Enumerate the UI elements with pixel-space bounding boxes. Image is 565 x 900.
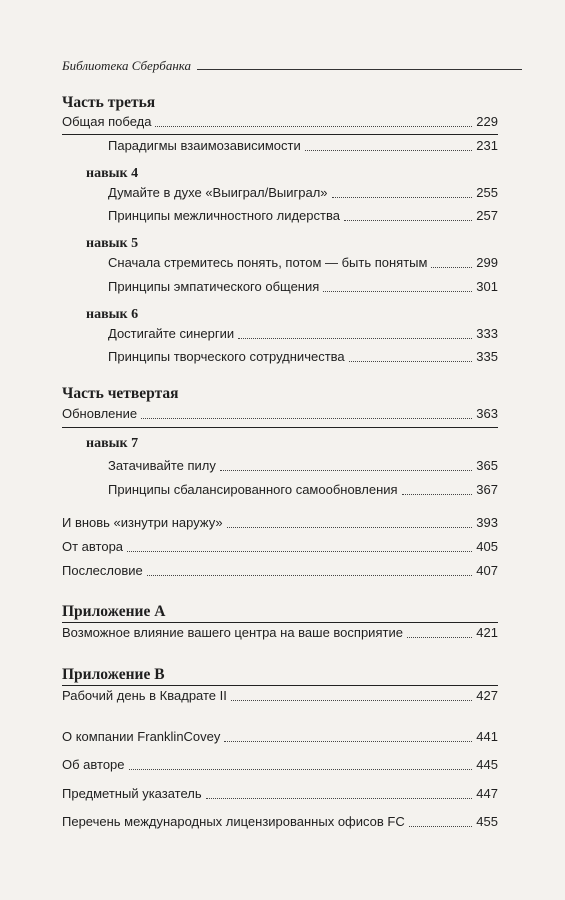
running-header-title: Библиотека Сбербанка (62, 58, 192, 73)
header-rule (197, 69, 522, 70)
toc-entry[interactable]: Возможное влияние вашего центра на ваше восприятие 421 (62, 625, 498, 640)
section-rule (62, 427, 498, 428)
section-rule (62, 134, 498, 135)
appendix-b-title: Приложение В (62, 666, 165, 683)
toc-entry[interactable]: Рабочий день в Квадрате II 427 (62, 688, 498, 703)
toc-entry[interactable]: И вновь «изнутри наружу» 393 (62, 515, 498, 530)
appendix-a-title: Приложение А (62, 603, 166, 620)
toc-entry[interactable]: Сначала стремитесь понять, потом — быть понятым 299 (108, 255, 498, 270)
toc-entry[interactable]: Принципы межличностного лидерства 257 (108, 208, 498, 223)
toc-entry[interactable]: Послесловие 407 (62, 563, 498, 578)
toc-entry[interactable]: Принципы сбалансированного самообновления 367 (108, 482, 498, 497)
habit-4-title: навык 4 (86, 166, 139, 181)
habit-7-title: навык 7 (86, 436, 139, 451)
toc-entry[interactable]: Достигайте синергии 333 (108, 326, 498, 341)
habit-6-title: навык 6 (86, 307, 139, 322)
toc-entry[interactable]: Принципы эмпатического общения 301 (108, 279, 498, 294)
part-three-title: Часть третья (62, 94, 156, 111)
toc-entry[interactable]: Думайте в духе «Выиграл/Выиграл» 255 (108, 185, 498, 200)
part-four-title: Часть четвертая (62, 385, 179, 402)
toc-entry[interactable]: Общая победа 229 (62, 114, 498, 129)
toc-entry[interactable]: Перечень международных лицензированных офисов FC 455 (62, 814, 498, 829)
toc-entry[interactable]: О компании FranklinCovey 441 (62, 729, 498, 744)
toc-entry[interactable]: Затачивайте пилу 365 (108, 458, 498, 473)
section-rule (62, 685, 498, 686)
section-rule (62, 622, 498, 623)
toc-entry[interactable]: От автора 405 (62, 539, 498, 554)
toc-entry[interactable]: Предметный указатель 447 (62, 786, 498, 801)
running-header (62, 52, 522, 74)
habit-5-title: навык 5 (86, 236, 139, 251)
toc-entry[interactable]: Парадигмы взаимозависимости 231 (108, 138, 498, 153)
toc-entry[interactable]: Принципы творческого сотрудничества 335 (108, 349, 498, 364)
toc-entry[interactable]: Об авторе 445 (62, 757, 498, 772)
toc-entry[interactable]: Обновление 363 (62, 406, 498, 421)
